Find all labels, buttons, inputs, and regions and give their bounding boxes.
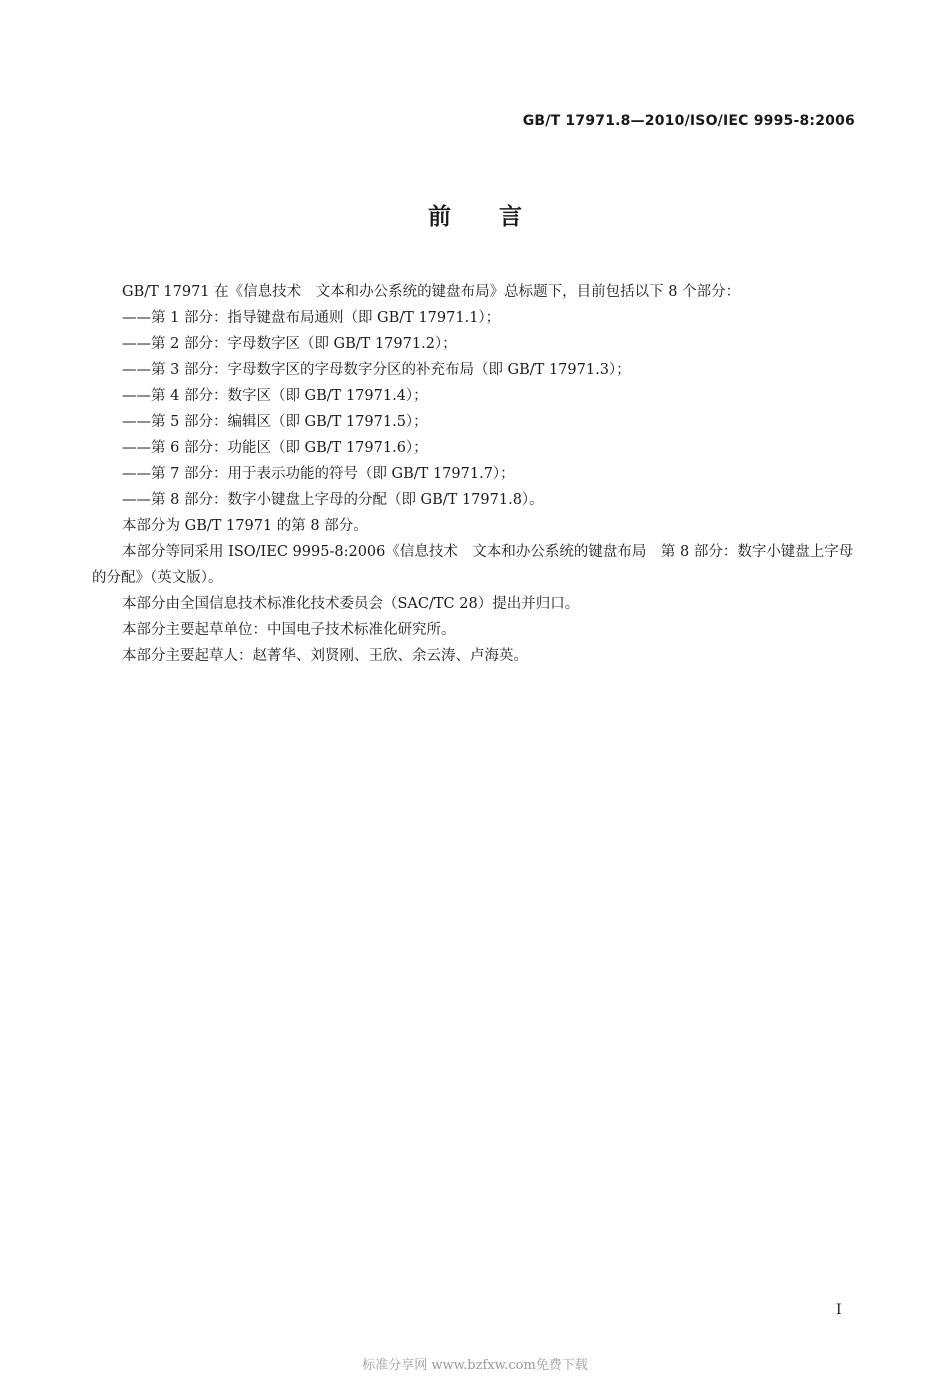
watermark-footer: 标准分享网 www.bzfxw.com免费下载 (362, 1358, 588, 1373)
part-list-item-6: ——第 6 部分：功能区（即 GB/T 17971.6）； (122, 440, 428, 456)
part-list-item-2: ——第 2 部分：字母数字区（即 GB/T 17971.2）； (122, 336, 457, 352)
foreword-body (92, 279, 862, 669)
page-number: I (836, 1302, 842, 1318)
part-list-item-5: ——第 5 部分：编辑区（即 GB/T 17971.5）； (122, 414, 428, 430)
standard-number-header: GB/T 17971.8—2010/ISO/IEC 9995-8:2006 (522, 113, 855, 129)
part-statement-paragraph: 本部分为 GB/T 17971 的第 8 部分。 (122, 518, 368, 534)
part-list-item-1: ——第 1 部分：指导键盘布局通则（即 GB/T 17971.1）； (122, 310, 501, 326)
proposer-paragraph: 本部分由全国信息技术标准化技术委员会（SAC/TC 28）提出并归口。 (122, 596, 580, 612)
part-list-item-3: ——第 3 部分：字母数字区的字母数字分区的补充布局（即 GB/T 17971.3）； (122, 362, 631, 378)
part-list-item-8: ——第 8 部分：数字小键盘上字母的分配（即 GB/T 17971.8）。 (122, 492, 544, 508)
drafters-paragraph: 本部分主要起草人：赵菁华、刘贤刚、王欣、余云涛、卢海英。 (122, 648, 528, 664)
part-list-item-7: ——第 7 部分：用于表示功能的符号（即 GB/T 17971.7）； (122, 466, 515, 482)
part-list-item-4: ——第 4 部分：数字区（即 GB/T 17971.4）； (122, 388, 428, 404)
adoption-paragraph: 本部分等同采用 ISO/IEC 9995-8:2006《信息技术 文本和办公系统的键盘布局 第 8 部分：数字小键盘上字母的分配》（英文版）。 (92, 544, 854, 586)
intro-paragraph: GB/T 17971 在《信息技术 文本和办公系统的键盘布局》总标题下，目前包括以下 8 个部分： (122, 284, 741, 300)
foreword-title: 前言 (428, 204, 570, 230)
drafting-unit-paragraph: 本部分主要起草单位：中国电子技术标准化研究所。 (122, 622, 456, 638)
